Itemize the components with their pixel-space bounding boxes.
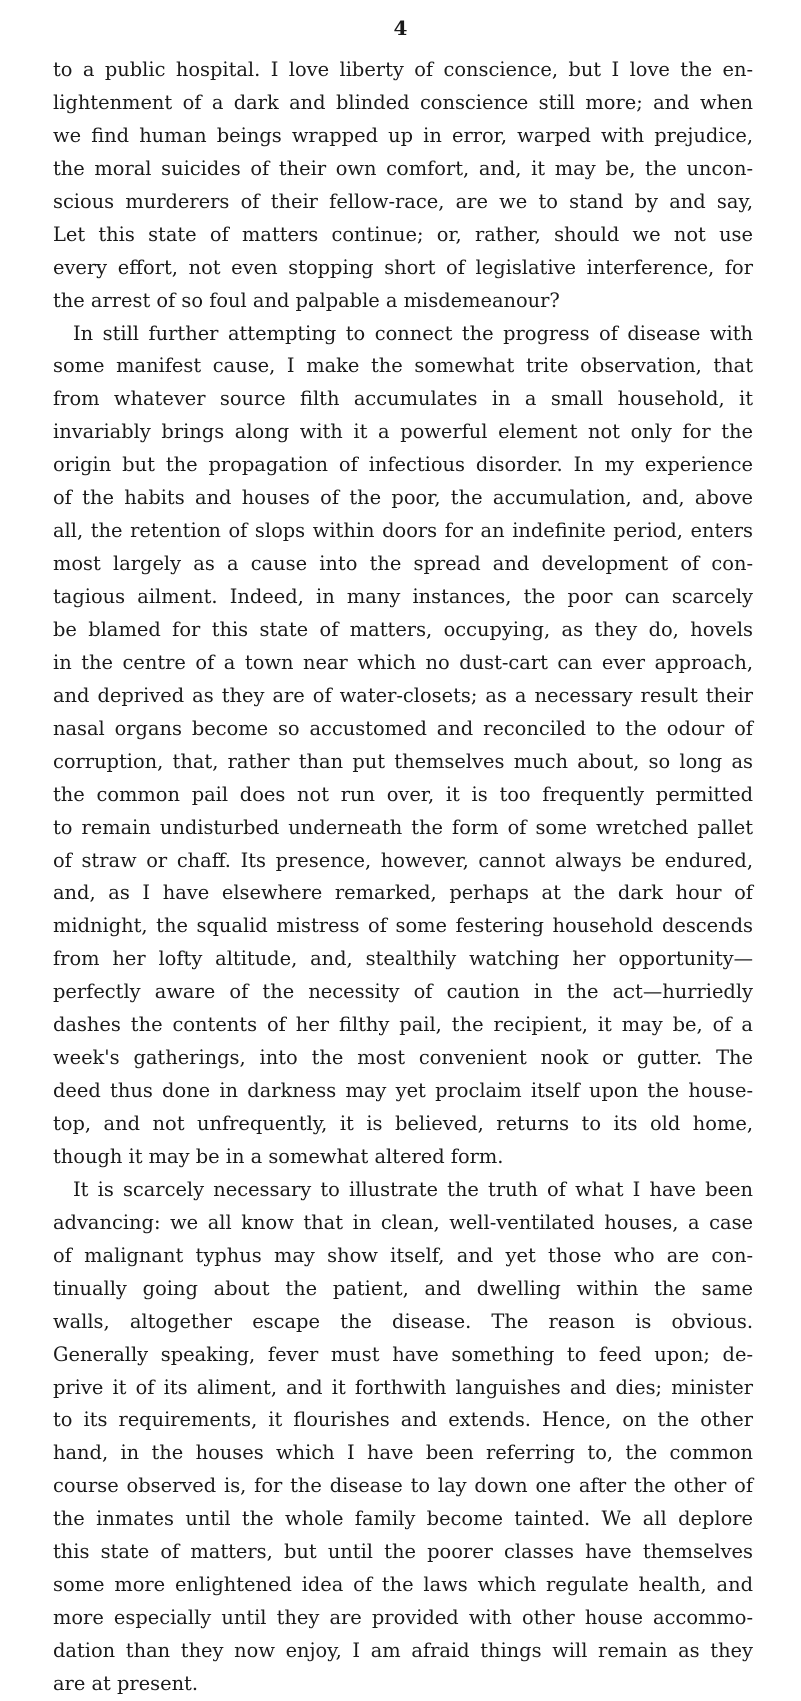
text-line: of the habits and houses of the poor, the accumulation, and, above	[53, 486, 753, 510]
text-line: the arrest of so foul and palpable a misdemeanour?	[53, 288, 560, 312]
body-text	[53, 54, 753, 1701]
text-line: Generally speaking, fever must have something to feed upon; de-	[53, 1342, 753, 1366]
text-line: perfectly aware of the necessity of caution in the act—hurriedly	[53, 980, 753, 1004]
text-line: the common pail does not run over, it is too frequently permitted	[53, 782, 753, 806]
page-number: 4	[393, 16, 408, 40]
text-line: dation than they now enjoy, I am afraid things will remain as they	[53, 1639, 753, 1662]
text-line: midnight, the squalid mistress of some festering household descends	[53, 914, 753, 938]
text-line: more especially until they are provided with other house accommo-	[53, 1606, 753, 1630]
text-line: every effort, not even stopping short of legislative interference, for	[53, 255, 753, 279]
text-line: advancing: we all know that in clean, well-ventilated houses, a case	[53, 1210, 753, 1234]
text-line: are at present.	[53, 1671, 199, 1695]
text-line: Let this state of matters continue; or, rather, should we not use	[53, 222, 753, 246]
text-line: the inmates until the whole family become tainted. We all deplore	[53, 1507, 753, 1531]
text-line: from her lofty altitude, and, stealthily watching her opportunity—	[53, 947, 753, 971]
text-line: some more enlightened idea of the laws which regulate health, and	[53, 1573, 753, 1597]
text-line: top, and not unfrequently, it is believed, returns to its old home,	[53, 1112, 753, 1135]
text-line: deed thus done in darkness may yet proclaim itself upon the house-	[53, 1079, 753, 1103]
text-line: in the centre of a town near which no dust-cart can ever approach,	[53, 650, 753, 674]
text-line: all, the retention of slops within doors for an indefinite period, enters	[53, 519, 753, 543]
text-line: dashes the contents of her filthy pail, the recipient, it may be, of a	[53, 1013, 753, 1037]
text-line: hand, in the houses which I have been referring to, the common	[53, 1441, 753, 1465]
text-line: most largely as a cause into the spread and development of con-	[53, 552, 753, 576]
text-line: week's gatherings, into the most convenient nook or gutter. The	[53, 1046, 753, 1070]
text-line: to remain undisturbed underneath the form of some wretched pallet	[53, 815, 753, 839]
text-line: tagious ailment. Indeed, in many instances, the poor can scarcely	[53, 585, 753, 608]
text-line: be blamed for this state of matters, occupying, as they do, hovels	[53, 617, 753, 641]
text-line: of straw or chaff. Its presence, however, cannot always be endured,	[53, 848, 753, 872]
text-line: prive it of its aliment, and it forthwith languishes and dies; minister	[53, 1375, 753, 1399]
text-line: corruption, that, rather than put themselves much about, so long as	[53, 749, 753, 773]
text-line: invariably brings along with it a powerful element not only for the	[53, 420, 753, 444]
text-line: we find human beings wrapped up in error, warped with prejudice,	[53, 123, 753, 147]
text-line: to its requirements, it flourishes and extends. Hence, on the other	[53, 1408, 753, 1432]
text-line: the moral suicides of their own comfort, and, it may be, the uncon-	[53, 156, 753, 180]
text-line: It is scarcely necessary to illustrate the truth of what I have been	[73, 1177, 753, 1201]
text-line: of malignant typhus may show itself, and yet those who are con-	[53, 1243, 753, 1267]
text-line: though it may be in a somewhat altered form.	[53, 1144, 504, 1168]
text-line: and deprived as they are of water-closets; as a necessary result their	[53, 683, 753, 707]
text-line: lightenment of a dark and blinded conscience still more; and when	[53, 90, 753, 114]
text-line: course observed is, for the disease to lay down one after the other of	[53, 1474, 753, 1498]
text-line: from whatever source filth accumulates in a small household, it	[53, 387, 753, 411]
text-line: some manifest cause, I make the somewhat trite observation, that	[53, 354, 753, 378]
text-line: and, as I have elsewhere remarked, perhaps at the dark hour of	[53, 881, 753, 905]
text-line: tinually going about the patient, and dwelling within the same	[53, 1276, 753, 1300]
text-line: to a public hospital. I love liberty of conscience, but I love the en-	[53, 58, 753, 81]
text-line: origin but the propagation of infectious disorder. In my experience	[53, 453, 753, 477]
text-line: nasal organs become so accustomed and reconciled to the odour of	[53, 716, 753, 740]
text-line: In still further attempting to connect the progress of disease with	[73, 321, 753, 345]
text-line: scious murderers of their fellow-race, are we to stand by and say,	[53, 189, 753, 213]
text-line: walls, altogether escape the disease. The reason is obvious.	[53, 1309, 753, 1333]
text-line: this state of matters, but until the poorer classes have themselves	[53, 1540, 753, 1564]
